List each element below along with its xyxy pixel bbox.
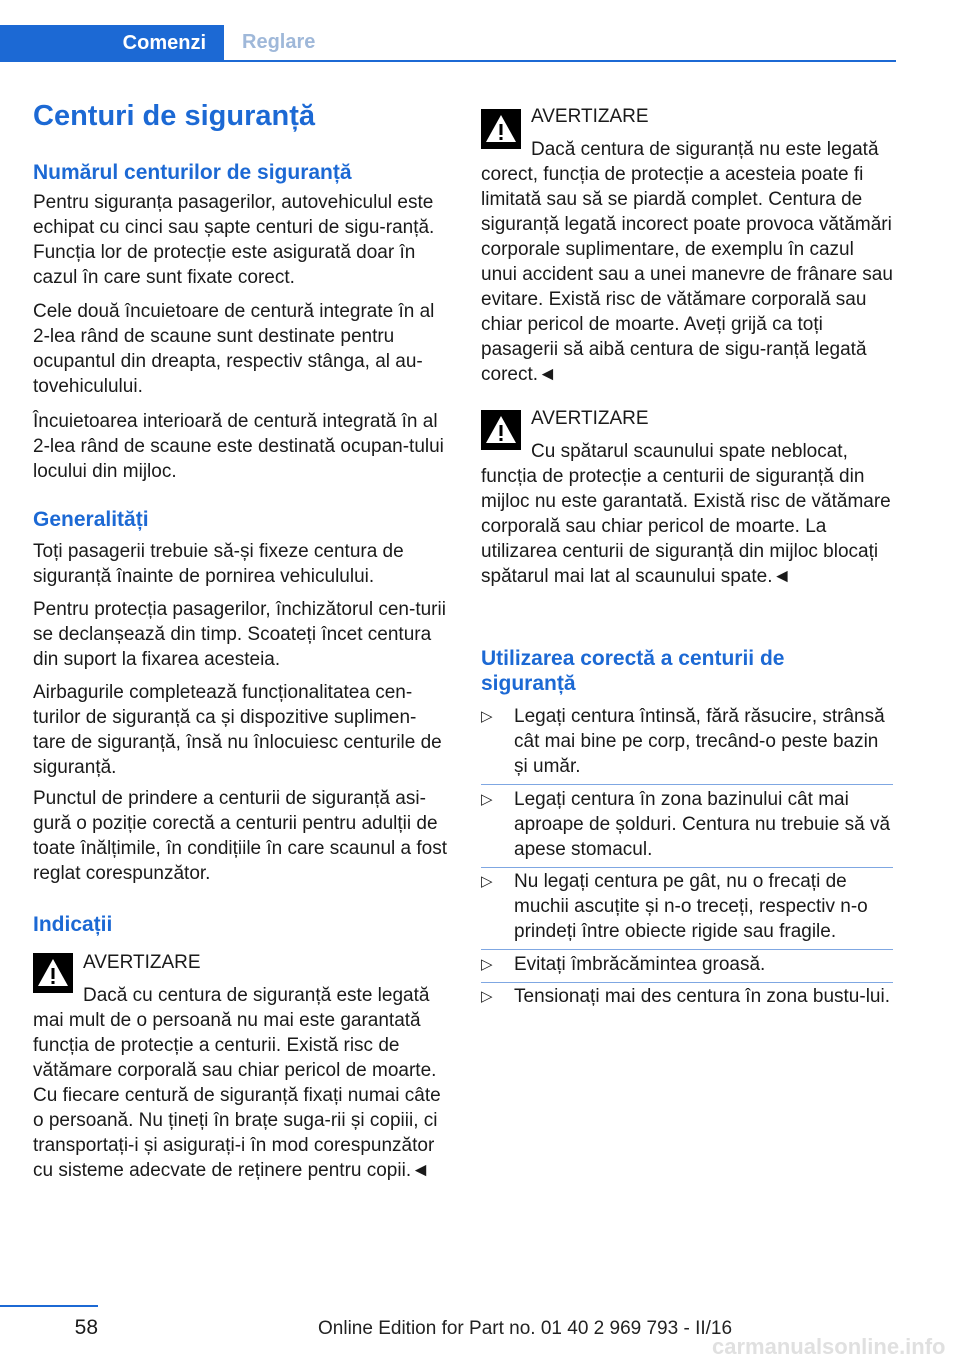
triangle-bullet-icon: ▷ [481, 956, 493, 973]
paragraph-middle-buckle: Încuietoarea interioară de centură integrată în al 2-lea rând de scaune este destinată ocupan-tului locului din mijloc. [33, 411, 444, 482]
warning-triangle-icon [33, 953, 73, 993]
list-item: ▷ Evitați îmbrăcămintea groasă. [481, 954, 766, 975]
warning-1-line1: Dacă cu centura de siguranță este legată [83, 985, 430, 1006]
tab-comenzi[interactable]: Comenzi [0, 25, 224, 62]
divider [481, 982, 893, 983]
page-number: 58 [74, 1316, 98, 1339]
warning-3-title: AVERTIZARE [531, 408, 649, 429]
list-item: ▷ Tensionați mai des centura în zona bustu-lui. [481, 986, 890, 1007]
list-item: ▷ Legați centura întinsă, fără răsucire, strânsă cât mai bine pe corp, trecând-o peste bazin și umăr. [481, 706, 885, 777]
warning-1-text: mai mult de o persoană nu mai este garantată funcția de protecție a centurii. Există risc de vătămare corporală sau chiar pericol de moarte. Cu fiecare centură de siguranță fixați numai câte o persoană. Nu țineți în brațe suga-rii și copiii, ci transportați-i și asigurați-i în mod corespunzător cu sisteme adecvate de reținere pentru copii.◄ [33, 1010, 441, 1181]
paragraph-anchor: Punctul de prindere a centurii de siguranță asi-gură o poziție corectă a centurii pentru adulții de toate înălțimile, în condițiile în care scaunul a fost reglat corespunzător. [33, 788, 448, 884]
heading-correct-usage: Utilizarea corectă a centurii de siguranță [481, 647, 785, 695]
warning-2-title: AVERTIZARE [531, 106, 649, 127]
watermark: carmanualsonline.info [712, 1334, 946, 1359]
paragraph-fasten: Toți pasagerii trebuie să-și fixeze centura de siguranță înainte de pornirea vehiculului. [33, 541, 404, 587]
paragraph-buckles: Cele două încuietoare de centură integrate în al 2-lea rând de scaune sunt destinate pentru ocupantul din dreapta, respectiv stânga, al au-tovehiculului. [33, 301, 435, 397]
paragraph-release: Pentru protecția pasagerilor, închizătorul cen-turii se declanșează din timp. Scoateți încet centura din suport la fixarea acesteia. [33, 599, 446, 670]
list-item: ▷ Nu legați centura pe gât, nu o frecați de muchii ascuțite și n-o treceți, respectiv n-o prindeți între obiecte rigide sau fragile. [481, 871, 868, 942]
header-rule [0, 60, 896, 62]
tab-reglare[interactable]: Reglare [242, 31, 316, 53]
warning-2-line1: Dacă centura de siguranță nu este legată [531, 139, 879, 160]
warning-3-line1: Cu spătarul scaunului spate neblocat, [531, 441, 848, 462]
heading-general: Generalități [33, 508, 149, 531]
list-item: ▷ Legați centura în zona bazinului cât mai aproape de șolduri. Centura nu trebuie să vă apese stomacul. [481, 789, 891, 860]
triangle-bullet-icon: ▷ [481, 988, 493, 1005]
heading-indicatii: Indicații [33, 913, 113, 936]
warning-triangle-icon [481, 410, 521, 450]
paragraph-airbags: Airbagurile completează funcționalitatea cen-turilor de siguranță ca și dispozitive suplimen-tare de siguranță, însă nu înlocuiesc centurile de siguranță. [33, 682, 442, 778]
warning-triangle-icon [481, 109, 521, 149]
edition-info: Online Edition for Part no. 01 40 2 969 793 - II/16 [318, 1318, 733, 1339]
footer-rule [0, 1305, 98, 1307]
warning-3-text: funcția de protecție a centurii de siguranță din mijloc nu este garantată. Există risc de vătămare corporală sau chiar pericol de moarte. La utilizarea centurii de siguranță din mijloc blocați spătarul mai lat al scaunului spate.◄ [481, 466, 891, 587]
divider [481, 867, 893, 868]
triangle-bullet-icon: ▷ [481, 708, 493, 725]
page-title: Centuri de siguranță [33, 100, 315, 132]
chapter-tabs [0, 25, 896, 62]
triangle-bullet-icon: ▷ [481, 873, 493, 890]
paragraph-belt-count: Pentru siguranța pasagerilor, autovehiculul este echipat cu cinci sau șapte centuri de sigu-ranță. Funcția lor de protecție este asigurată doar în cazul în care sunt fixate corect. [33, 192, 435, 288]
warning-2-text: corect, funcția de protecție a acesteia poate fi limitată sau să se piardă complet. Centura de siguranță legată incorect poate provoca vătămări corporale suplimentare, de exemplu în cazul unui accident sau a unei manevre de frânare sau evitare. Există risc de vătămare corporală sau chiar pericol de moarte. Aveți grijă ca toți pasagerii să aibă centura de sigu-ranță legată corect.◄ [481, 164, 893, 385]
divider [481, 949, 893, 950]
divider [481, 784, 893, 785]
warning-1-title: AVERTIZARE [83, 952, 201, 973]
heading-belt-count: Numărul centurilor de siguranță [33, 161, 352, 184]
triangle-bullet-icon: ▷ [481, 791, 493, 808]
